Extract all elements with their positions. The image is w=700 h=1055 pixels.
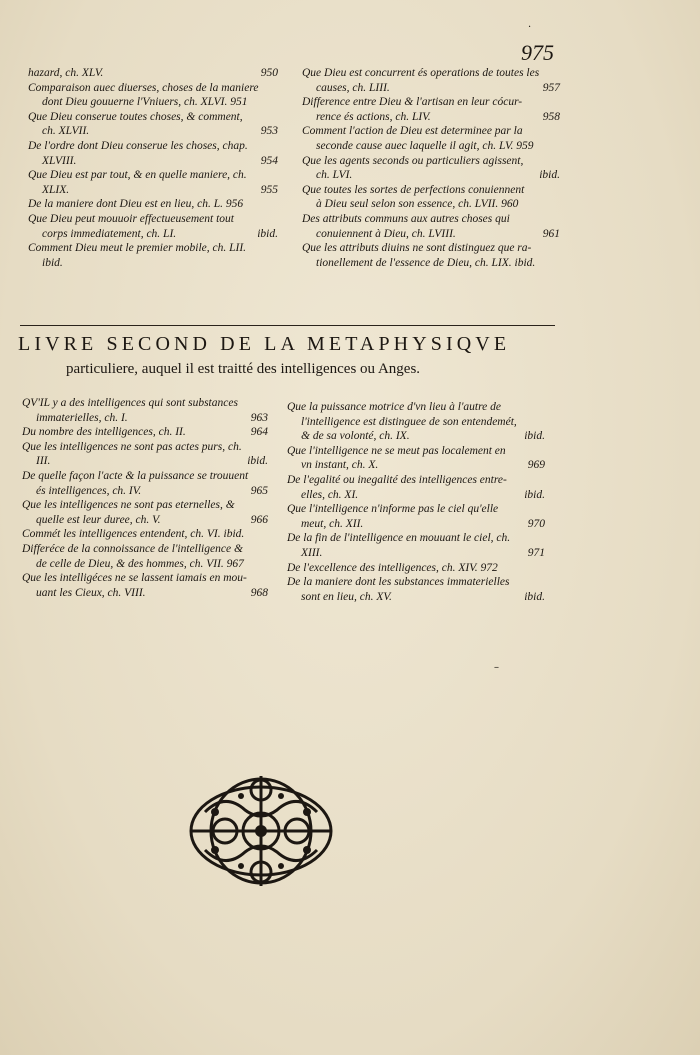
toc-entry: [287, 502, 545, 531]
toc-entry-continuation: III.: [36, 455, 51, 468]
toc-entry: [28, 139, 278, 168]
toc-entry-title: hazard, ch. XLV.: [28, 67, 104, 79]
toc-entry-continuation: XLIX.: [42, 183, 70, 196]
toc-entry: [28, 66, 278, 81]
page-number: 975: [521, 40, 554, 65]
toc-entry-title: De la maniere dont les substances immaterielles: [287, 576, 510, 589]
toc-entry: [22, 469, 268, 498]
toc-entry-continuation: és intelligences, ch. IV.: [36, 484, 142, 497]
toc-entry-continuation: ch. XLVII.: [42, 125, 90, 138]
toc-entry-page: 968: [250, 586, 268, 599]
toc-entry: [287, 531, 545, 560]
toc-column-bottom-right: [287, 400, 545, 604]
toc-entry-continuation: de celle de Dieu, & des hommes, ch. VII. 967: [36, 557, 244, 570]
toc-entry-title: De l'egalité ou inegalité des intelligences entre-: [287, 473, 507, 486]
toc-entry-continuation: quelle est leur duree, ch. V.: [36, 513, 161, 526]
toc-entry-page: 957: [542, 81, 560, 94]
toc-entry-page: ibid.: [539, 169, 560, 182]
toc-entry-page: 963: [250, 411, 268, 424]
toc-entry-continuation: corps immediatement, ch. LI.: [42, 227, 177, 240]
toc-entry: [302, 66, 560, 95]
toc-entry-page: 965: [250, 484, 268, 497]
toc-entry: [22, 571, 268, 600]
toc-entry-continuation: dont Dieu gouuerne l'Vniuers, ch. XLVI. 951: [42, 96, 248, 109]
book-heading: LIVRE SECOND DE LA METAPHYSIQVE: [18, 333, 511, 355]
toc-entry-title: Difference entre Dieu & l'artisan en leur cócur-: [302, 96, 523, 109]
toc-entry-page: 954: [260, 154, 278, 167]
toc-entry-title: De la fin de l'intelligence en mouuant le ciel, ch.: [287, 532, 511, 545]
ink-mark: –: [494, 662, 499, 673]
toc-entry-continuation: sont en lieu, ch. XV.: [301, 590, 392, 603]
toc-entry-continuation: l'intelligence est distinguee de son entendemét,: [301, 415, 517, 428]
toc-entry: [302, 154, 560, 183]
toc-entry: [302, 212, 560, 241]
toc-entry-continuation: seconde cause auec laquelle il agit, ch. LV. 959: [316, 139, 534, 152]
toc-entry-continuation: XLVIII.: [42, 154, 77, 167]
toc-entry: [22, 542, 268, 571]
toc-entry-continuation: immaterielles, ch. I.: [36, 411, 128, 424]
toc-entry-continuation: vn instant, ch. X.: [301, 459, 379, 472]
toc-entry-continuation: rence és actions, ch. LIV.: [316, 110, 431, 123]
toc-entry: [287, 575, 545, 604]
toc-entry-title: Comment l'action de Dieu est determinee par la: [302, 125, 523, 138]
toc-entry-title: De la maniere dont Dieu est en lieu, ch. L. 956: [28, 198, 244, 211]
toc-entry-page: 969: [527, 459, 545, 472]
toc-entry-continuation: conuiennent à Dieu, ch. LVIII.: [316, 227, 456, 240]
toc-entry-continuation: & de sa volonté, ch. IX.: [301, 430, 410, 443]
toc-entry-title: De l'excellence des intelligences, ch. XIV. 972: [287, 561, 498, 574]
toc-entry: [287, 561, 545, 576]
toc-entry-continuation: tionellement de l'essence de Dieu, ch. LIX. ibid.: [316, 256, 536, 269]
toc-entry-title: Que Dieu peut mouuoir effectueusement tout: [28, 212, 234, 225]
toc-entry: [22, 425, 268, 440]
toc-entry-title: Des attributs communs aux autres choses qui: [302, 212, 510, 225]
toc-entry: [302, 124, 560, 153]
toc-entry-page: 955: [260, 183, 278, 196]
toc-entry-title: Que les intelligences ne sont pas actes purs, ch.: [22, 440, 242, 453]
toc-entry: [28, 197, 278, 212]
toc-entry: [28, 212, 278, 241]
toc-entry-title: Comparaison auec diuerses, choses de la maniere: [28, 81, 259, 94]
toc-entry-title: Que les attributs diuins ne sont distinguez que ra-: [302, 242, 532, 255]
book-subheading: particuliere, auquel il est traitté des intelligences ou Anges.: [66, 361, 421, 377]
toc-entry-continuation: ch. LVI.: [316, 169, 353, 182]
toc-entry-continuation: uant les Cieux, ch. VIII.: [36, 586, 146, 599]
toc-entry-page: 966: [250, 513, 268, 526]
toc-entry: [22, 498, 268, 527]
toc-entry: [28, 81, 278, 110]
toc-entry-title: Que les intelligéces ne se lassent iamais en mou-: [22, 572, 247, 585]
toc-column-top-right: [302, 66, 560, 270]
ink-mark: ·: [528, 22, 532, 33]
toc-entry-continuation: causes, ch. LIII.: [316, 81, 390, 94]
toc-entry-title: Que toutes les sortes de perfections conuiennent: [302, 183, 525, 196]
toc-entry: [287, 473, 545, 502]
toc-entry-title: Que la puissance motrice d'vn lieu à l'autre de: [287, 401, 502, 413]
toc-entry-title: Que les agents seconds ou particuliers agissent,: [302, 154, 524, 167]
toc-entry: [302, 183, 560, 212]
toc-entry-continuation: à Dieu seul selon son essence, ch. LVII. 960: [316, 198, 519, 211]
toc-entry-title: Que Dieu est par tout, & en quelle maniere, ch.: [28, 169, 247, 182]
fleuron-ornament-icon: [185, 772, 337, 894]
toc-entry: [28, 168, 278, 197]
toc-entry-title: Que l'intelligence n'informe pas le ciel qu'elle: [287, 503, 499, 516]
toc-entry: [287, 400, 545, 444]
toc-entry: [302, 95, 560, 124]
toc-entry-continuation: XIII.: [301, 546, 323, 559]
toc-entry-continuation: ibid.: [42, 256, 63, 269]
toc-entry-page: 971: [527, 546, 545, 559]
toc-entry: [28, 241, 278, 270]
toc-entry-page: ibid.: [524, 590, 545, 603]
toc-column-top-left: [28, 66, 278, 270]
toc-entry-page: 970: [527, 517, 545, 530]
toc-entry-continuation: elles, ch. XI.: [301, 488, 359, 501]
toc-entry-title: De l'ordre dont Dieu conserue les choses, chap.: [28, 139, 248, 152]
toc-entry-page: 964: [250, 426, 268, 439]
toc-entry-page: ibid.: [524, 488, 545, 501]
toc-entry-page: 950: [260, 67, 278, 79]
toc-entry-title: De quelle façon l'acte & la puissance se trouuent: [22, 469, 249, 482]
toc-entry-page: 953: [260, 125, 278, 138]
toc-entry-page: 958: [542, 110, 560, 123]
toc-entry-title: Que l'intelligence ne se meut pas localement en: [287, 444, 506, 457]
toc-column-bottom-left: [22, 396, 268, 600]
toc-entry-page: ibid.: [247, 455, 268, 468]
toc-entry-page: 961: [542, 227, 560, 240]
toc-entry: [22, 440, 268, 469]
toc-entry-title: Differéce de la connoissance de l'intelligence &: [22, 542, 243, 555]
toc-entry: [22, 527, 268, 542]
toc-entry-title: QV'IL y a des intelligences qui sont substances: [22, 397, 238, 409]
toc-entry-continuation: meut, ch. XII.: [301, 517, 364, 530]
toc-entry: [22, 396, 268, 425]
toc-entry-page: ibid.: [524, 430, 545, 443]
toc-entry-title: Que les intelligences ne sont pas eternelles, &: [22, 499, 235, 512]
toc-entry: [302, 241, 560, 270]
toc-entry: [28, 110, 278, 139]
toc-entry-page: ibid.: [257, 227, 278, 240]
toc-entry-title: Du nombre des intelligences, ch. II.: [22, 426, 186, 439]
section-divider: [20, 325, 555, 326]
toc-entry-title: Commét les intelligences entendent, ch. VI. ibid.: [22, 528, 245, 541]
toc-entry: [287, 444, 545, 473]
toc-entry-title: Que Dieu conserue toutes choses, & comment,: [28, 110, 243, 123]
toc-entry-title: Que Dieu est concurrent és operations de toutes les: [302, 67, 540, 79]
toc-entry-title: Comment Dieu meut le premier mobile, ch. LII.: [28, 242, 247, 255]
